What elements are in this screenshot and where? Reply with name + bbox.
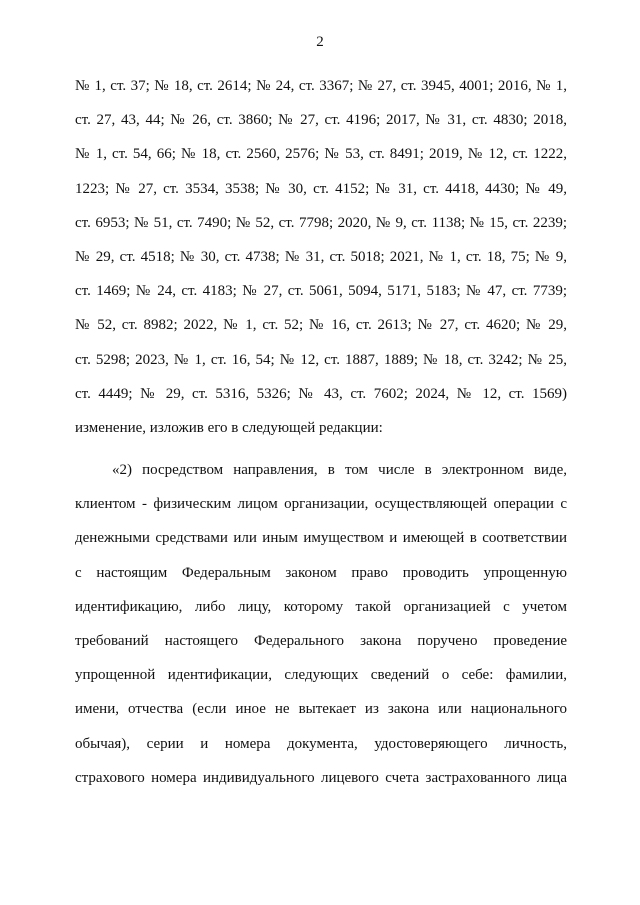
text-line: страхового номера индивидуального лицевого счета застрахованного лица bbox=[75, 769, 567, 786]
text-line: ст. 1469; № 24, ст. 4183; № 27, ст. 5061, 5094, 5171, 5183; № 47, ст. 7739; bbox=[75, 283, 567, 300]
text-line: № 1, ст. 54, 66; № 18, ст. 2560, 2576; № 53, ст. 8491; 2019, № 12, ст. 1222, bbox=[75, 146, 567, 163]
page-number: 2 bbox=[316, 34, 324, 50]
text-line: идентификацию, либо лицу, которому такой организацией с учетом bbox=[75, 598, 567, 615]
text-line: изменение, изложив его в следующей редакции: bbox=[75, 419, 383, 436]
text-line: требований настоящего Федерального закона поручено проведение bbox=[75, 632, 567, 649]
text-line: имени, отчества (если иное не вытекает из закона или национального bbox=[75, 701, 567, 718]
text-line: с настоящим Федеральным законом право проводить упрощенную bbox=[75, 564, 567, 581]
text-line: денежными средствами или иным имуществом и имеющей в соответствии bbox=[75, 530, 567, 547]
text-line: «2) посредством направления, в том числе в электронном виде, bbox=[112, 462, 567, 478]
text-line: № 52, ст. 8982; 2022, № 1, ст. 52; № 16, ст. 2613; № 27, ст. 4620; № 29, bbox=[75, 317, 567, 334]
quoted-paragraph bbox=[75, 453, 567, 795]
text-line: № 1, ст. 37; № 18, ст. 2614; № 24, ст. 3367; № 27, ст. 3945, 4001; 2016, № 1, bbox=[75, 78, 567, 94]
text-line: ст. 27, 43, 44; № 26, ст. 3860; № 27, ст. 4196; 2017, № 31, ст. 4830; 2018, bbox=[75, 112, 567, 129]
text-line: ст. 5298; 2023, № 1, ст. 16, 54; № 12, ст. 1887, 1889; № 18, ст. 3242; № 25, bbox=[75, 351, 567, 368]
text-line: обычая), серии и номера документа, удостоверяющего личность, bbox=[75, 735, 567, 752]
text-line: ст. 4449; № 29, ст. 5316, 5326; № 43, ст. 7602; 2024, № 12, ст. 1569) bbox=[75, 385, 567, 402]
text-line: ст. 6953; № 51, ст. 7490; № 52, ст. 7798; 2020, № 9, ст. 1138; № 15, ст. 2239; bbox=[75, 214, 567, 231]
text-line: 1223; № 27, ст. 3534, 3538; № 30, ст. 4152; № 31, ст. 4418, 4430; № 49, bbox=[75, 180, 567, 197]
text-line: № 29, ст. 4518; № 30, ст. 4738; № 31, ст. 5018; 2021, № 1, ст. 18, 75; № 9, bbox=[75, 248, 567, 265]
text-line: клиентом - физическим лицом организации, осуществляющей операции с bbox=[75, 496, 567, 513]
text-line: упрощенной идентификации, следующих сведений о себе: фамилии, bbox=[75, 667, 567, 684]
reference-paragraph bbox=[75, 69, 567, 445]
